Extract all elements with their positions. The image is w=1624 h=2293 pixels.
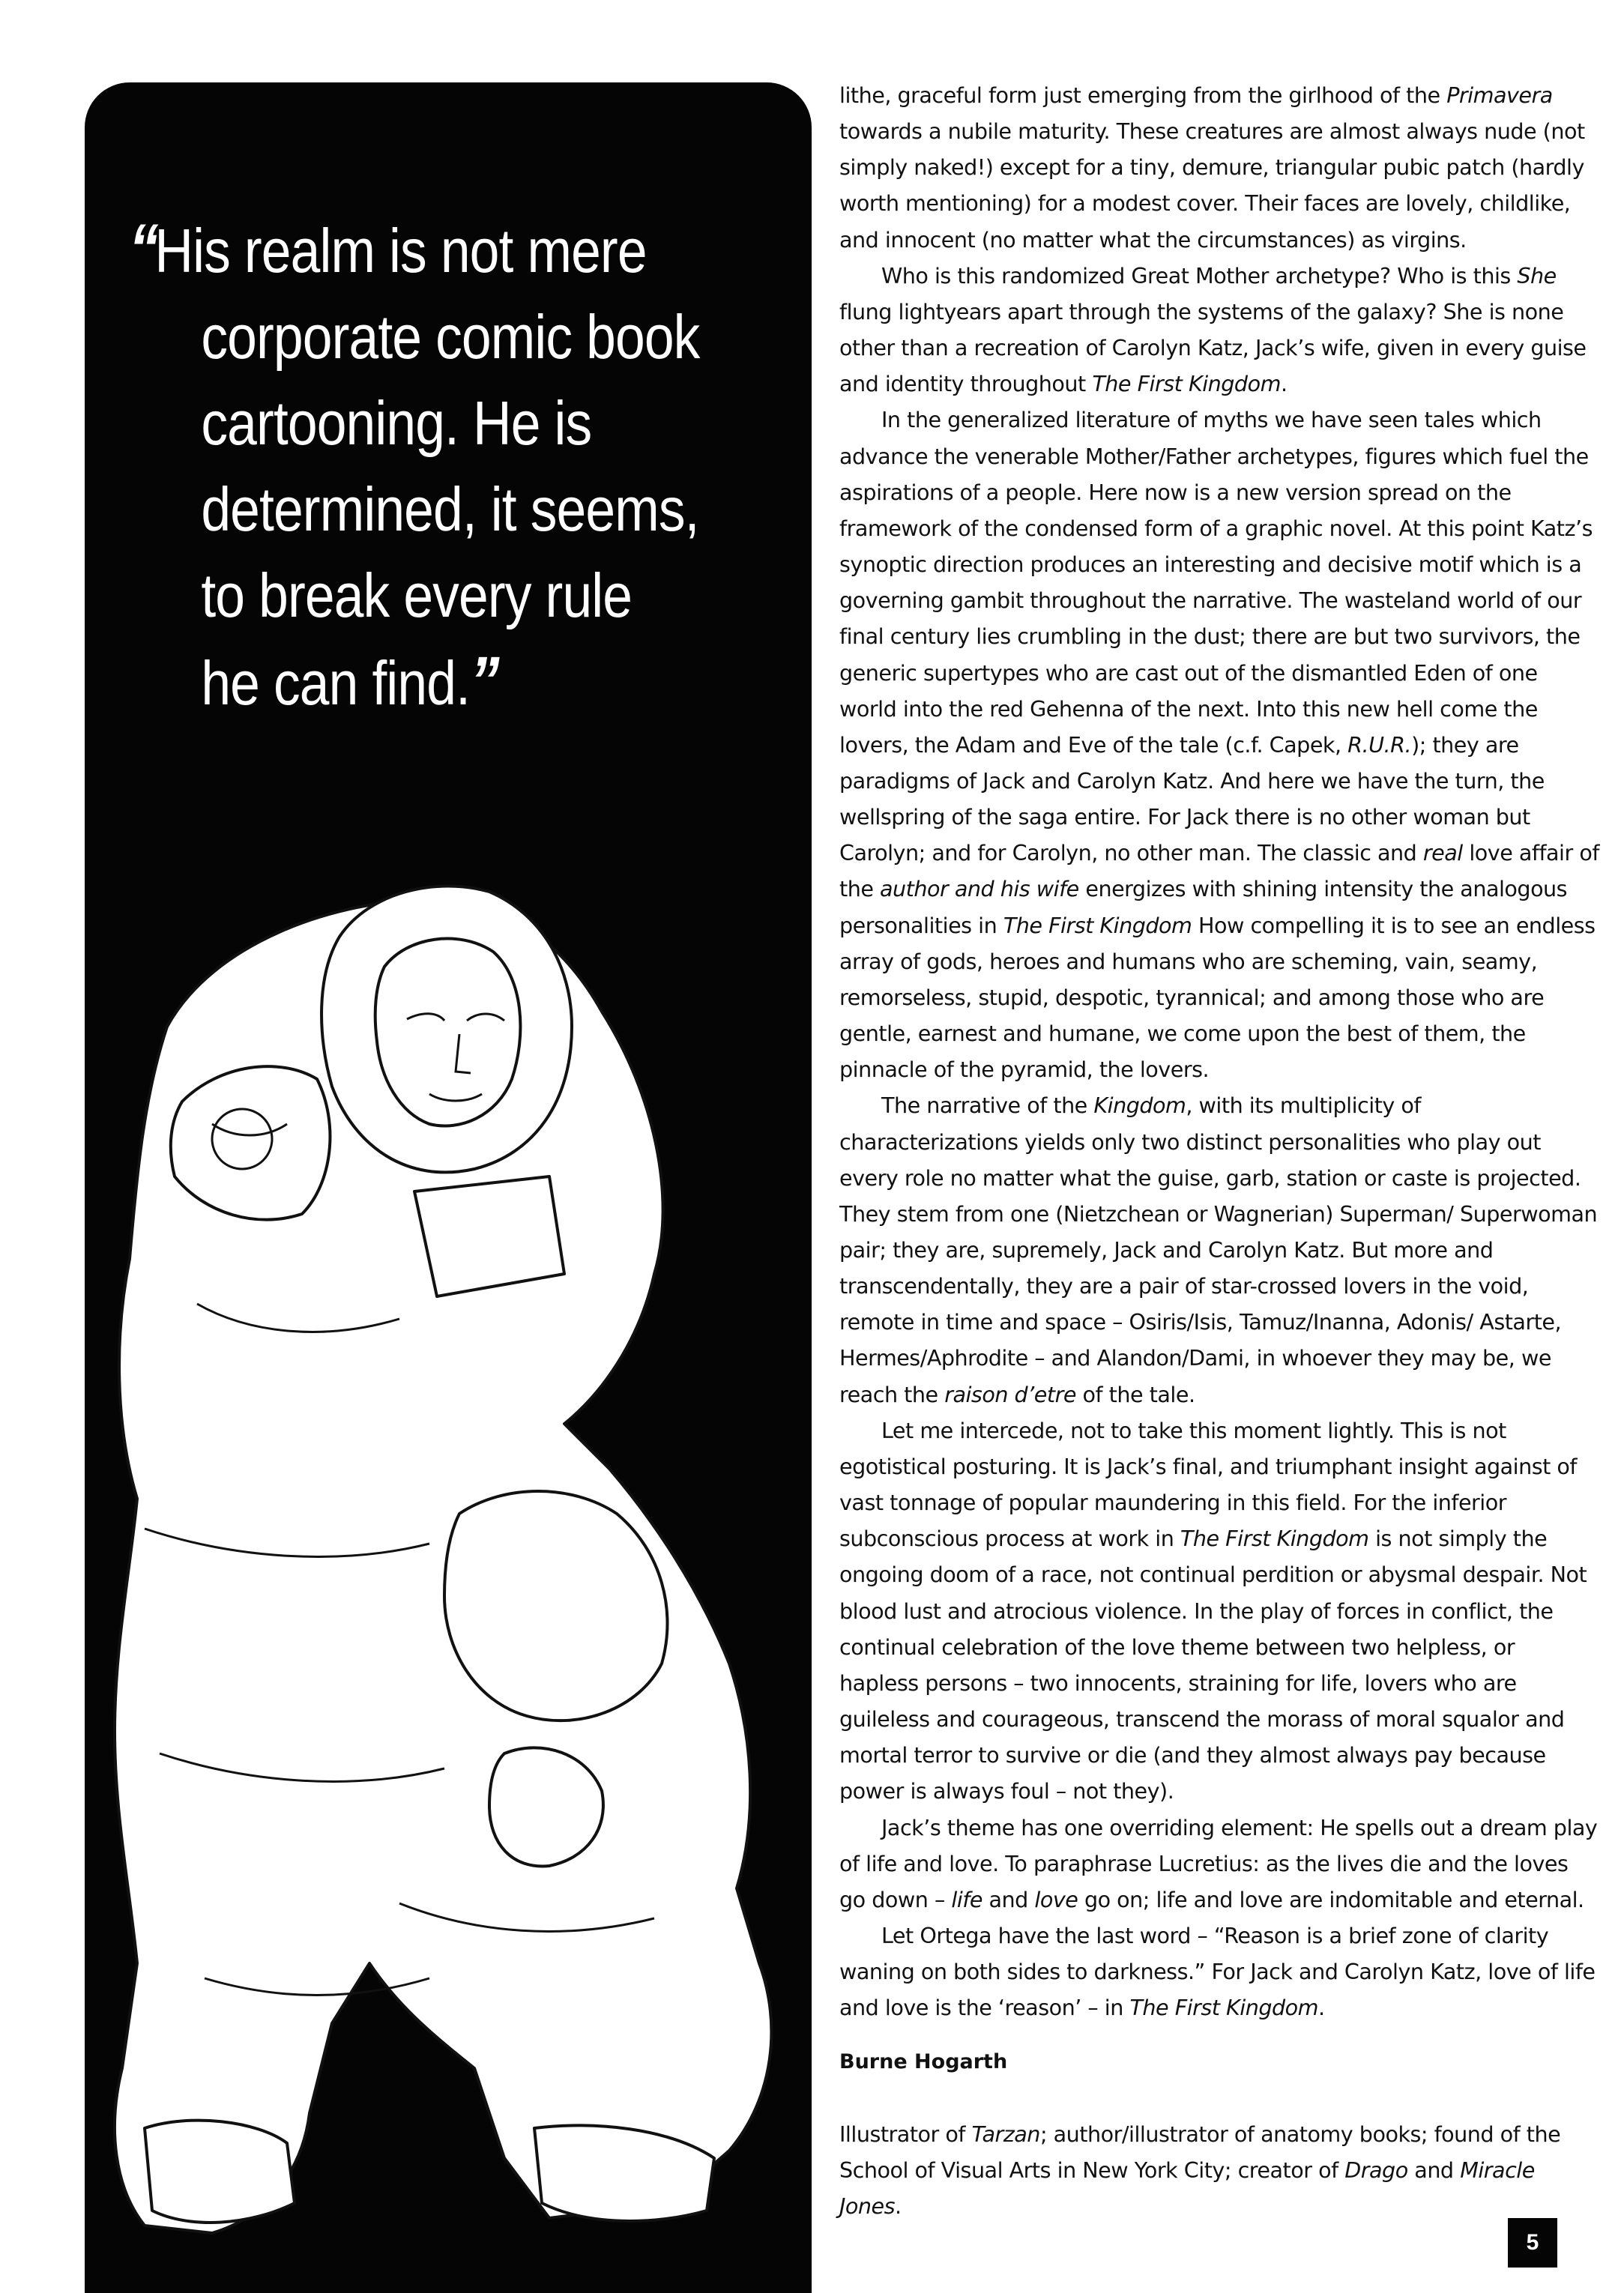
astronaut-illustration: [85, 854, 834, 2290]
pull-quote: [129, 206, 700, 726]
paragraph-3: In the generalized literature of myths we have seen tales which advance the venerable Mother/Father archetypes, figures which fuel the aspirations of a people. Here now is a new version spread on the framework of the condensed form of a graphic novel. At this point Katz’s synoptic direction produces an interesting and decisive motif which is a governing gambit throughout the narrative. The wasteland world of our final century lies crumbling in the dust; there are but two survivors, the generic supertypes who are cast out of the dismantled Eden of one world into the red Gehenna of the next. Into this new hell come the lovers, the Adam and Eve of the tale (c.f. Capek, R.U.R.); they are paradigms of Jack and Carolyn Katz. And here we have the turn, the wellspring of the saga entire. For Jack there is no other woman but Carolyn; and for Carolyn, no other man. The classic and real love affair of the author and his wife energizes with shining intensity the analogous personalities in The First Kingdom How compelling it is to see an endless array of gods, heroes and humans who are scheming, vain, seamy, remorseless, stupid, despotic, tyrannical; and among those who are gentle, earnest and humane, we come upon the best of them, the pinnacle of the pyramid, the lovers.: [839, 407, 1599, 1083]
quote-line-4: determined, it seems,: [201, 474, 699, 544]
quote-line-3: cartooning. He is: [201, 388, 592, 458]
paragraph-1: lithe, graceful form just emerging from the girlhood of the Primavera towards a nubile maturity. These creatures are almost always nude (not simply naked!) except for a tiny, demure, triangular pubic patch (hardly worth mentioning) for a modest cover. Their faces are lovely, childlike, and innocent (no matter what the circumstances) as virgins.: [839, 82, 1585, 253]
page-number: 5: [1508, 2218, 1557, 2268]
paragraph-7: Let Ortega have the last word – “Reason is a brief zone of clarity waning on both sides to darkness.” For Jack and Carolyn Katz, love of life and love is the ‘reason’ – in The First Kingdom.: [839, 1922, 1596, 2021]
article-body: [839, 77, 1600, 2025]
face: [375, 939, 521, 1126]
quote-line-1: “His realm is not mere: [129, 211, 647, 287]
chest-panel: [414, 1176, 564, 1296]
shoulder-pad: [171, 1066, 330, 1220]
paragraph-4: The narrative of the Kingdom, with its multiplicity of characterizations yields only two distinct personalities who play out every role no matter what the guise, garb, station or caste is projected. They stem from one (Nietzchean or Wagnerian) Superman/ Superwoman pair; they are, supremely, Jack and Carolyn Katz. But more and transcendentally, they are a pair of star-crossed lovers in the void, remote in time and space – Osiris/Isis, Tamuz/Inanna, Adonis/ Astarte, Hermes/Aphrodite – and Alandon/Dami, in whoever they may be, we reach the raison d’etre of the tale.: [839, 1093, 1598, 1407]
quote-line-6: he can find.”: [201, 643, 496, 719]
open-quote-mark: “: [129, 211, 155, 287]
paragraph-5: Let me intercede, not to take this moment lightly. This is not egotistical posturing. It is Jack’s final, and triumphant insight against of vast tonnage of popular maundering in this field. For the inferior subconscious process at work in The First Kingdom is not simply the ongoing doom of a race, not continual perdition or abysmal despair. Not blood lust and atrocious violence. In the play of forces in conflict, the continual celebration of the love theme between two helpless, or hapless persons – two innocents, straining for life, lovers who are guileless and courageous, transcend the morass of moral squalor and mortal terror to survive or die (and they almost always pay because power is always foul – not they).: [839, 1417, 1587, 1804]
close-quote-mark: ”: [470, 643, 496, 719]
quote-line-5: to break every rule: [201, 561, 633, 630]
author-bio: Illustrator of Tarzan; author/illustrator of anatomy books; found of the School of Visual Arts in New York City; creator of Drago and Miracle Jones.: [839, 2121, 1561, 2220]
quote-line-2: corporate comic book: [201, 302, 700, 372]
paragraph-6: Jack’s theme has one overriding element: He spells out a dream play of life and love. To paraphrase Lucretius: as the lives die and the loves go down – life and love go on; life and love are indomitable and eternal.: [839, 1814, 1598, 1912]
paragraph-2: Who is this randomized Great Mother archetype? Who is this She flung lightyears apart through the systems of the galaxy? She is none other than a recreation of Carolyn Katz, Jack’s wife, given in every guise and identity throughout The First Kingdom.: [839, 262, 1587, 397]
author-signature: Burne Hogarth: [839, 2050, 1008, 2073]
boot-left: [145, 2121, 295, 2223]
